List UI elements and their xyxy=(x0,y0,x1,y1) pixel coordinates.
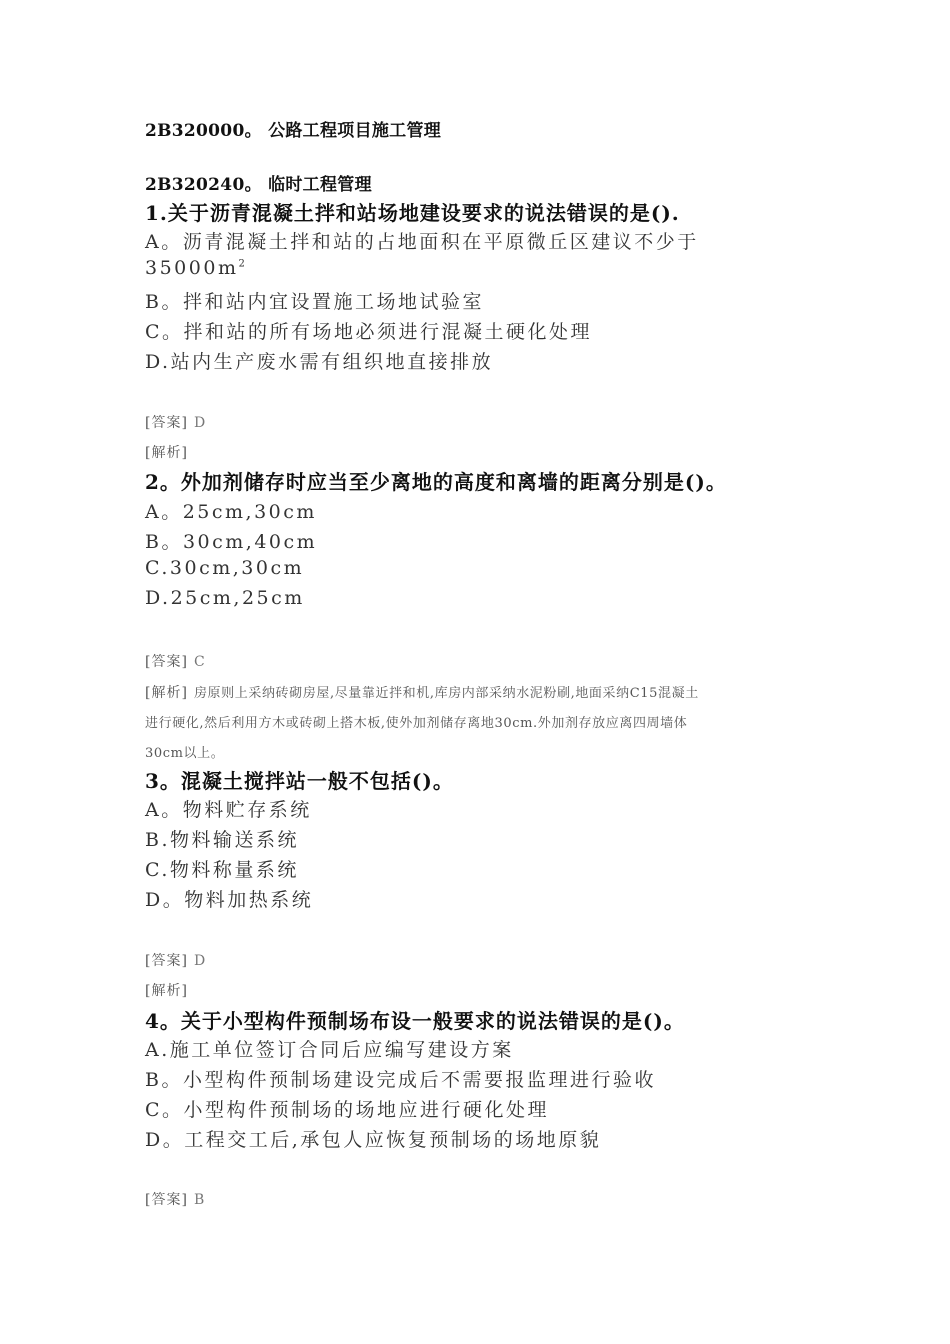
question-2-option-b: B。30cm,40cm xyxy=(145,531,318,553)
question-1-analysis-label: [解析] xyxy=(145,445,188,461)
question-1-option-a-continued xyxy=(145,257,247,279)
question-3-answer xyxy=(145,950,206,970)
question-3-option-d: D。物料加热系统 xyxy=(145,889,314,911)
answer-label: [答案] xyxy=(145,654,188,670)
question-1-option-d: D.站内生产废水需有组织地直接排放 xyxy=(145,351,494,373)
question-4-option-a: A.施工单位签订合同后应编写建设方案 xyxy=(145,1039,514,1061)
answer-value: C xyxy=(193,654,206,670)
answer-label: [答案] xyxy=(145,953,188,969)
question-2-title: 2。外加剂储存时应当至少离地的高度和离墙的距离分别是()。 xyxy=(145,470,727,494)
question-4-option-c: C。小型构件预制场的场地应进行硬化处理 xyxy=(145,1099,550,1121)
question-1-option-a: A。沥青混凝土拌和站的占地面积在平原微丘区建议不少于 xyxy=(145,231,699,253)
area-value: 35000m xyxy=(145,257,239,279)
chapter-heading: 2B320000。 公路工程项目施工管理 xyxy=(145,121,442,141)
question-2-analysis xyxy=(145,682,699,702)
question-4-title: 4。关于小型构件预制场布设一般要求的说法错误的是()。 xyxy=(145,1009,685,1033)
question-4-answer xyxy=(145,1189,205,1209)
answer-value: D xyxy=(193,953,207,969)
question-3-option-b: B.物料输送系统 xyxy=(145,829,300,851)
question-3-title: 3。混凝土搅拌站一般不包括()。 xyxy=(145,769,454,793)
analysis-label: [解析] xyxy=(145,685,188,701)
question-1-option-b: B。拌和站内宜设置施工场地试验室 xyxy=(145,291,484,313)
answer-label: [答案] xyxy=(145,415,188,431)
analysis-line-1: 房原则上采纳砖砌房屋,尽量靠近拌和机,库房内部采纳水泥粉刷,地面采纳C15混凝土 xyxy=(193,686,699,701)
answer-value: D xyxy=(193,415,207,431)
question-1-answer xyxy=(145,412,206,432)
question-4-option-d: D。工程交工后,承包人应恢复预制场的场地原貌 xyxy=(145,1129,602,1151)
question-4-option-b: B。小型构件预制场建设完成后不需要报监理进行验收 xyxy=(145,1069,656,1091)
answer-label: [答案] xyxy=(145,1192,188,1208)
question-2-analysis-line-2: 进行硬化,然后利用方木或砖砌上搭木板,使外加剂储存离地30cm.外加剂存放应离四周墙体 xyxy=(145,716,688,731)
section-heading: 2B320240。 临时工程管理 xyxy=(145,175,372,195)
question-3-option-a: A。物料贮存系统 xyxy=(145,799,312,821)
question-1-title: 1.关于沥青混凝土拌和站场地建设要求的说法错误的是(). xyxy=(145,201,680,225)
question-2-answer xyxy=(145,651,206,671)
question-2-option-c: C.30cm,30cm xyxy=(145,557,305,579)
question-2-option-d: D.25cm,25cm xyxy=(145,587,305,609)
question-2-analysis-line-3: 30cm以上。 xyxy=(145,746,225,761)
question-3-option-c: C.物料称量系统 xyxy=(145,859,299,881)
area-unit-superscript: 2 xyxy=(238,258,248,270)
question-3-analysis-label: [解析] xyxy=(145,983,188,999)
answer-value: B xyxy=(193,1192,206,1208)
question-2-option-a: A。25cm,30cm xyxy=(145,501,317,523)
question-1-option-c: C。拌和站的所有场地必须进行混凝土硬化处理 xyxy=(145,321,593,343)
